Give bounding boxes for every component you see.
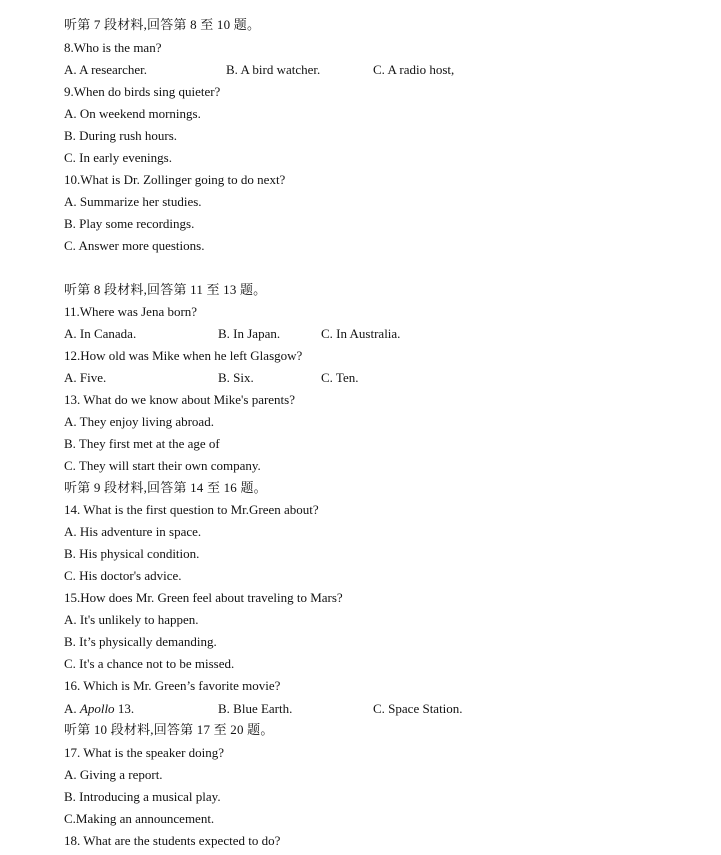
- q16-option-a: [64, 701, 134, 717]
- q14-option-c: C. His doctor's advice.: [64, 568, 182, 583]
- question-12: 12.How old was Mike when he left Glasgow?: [64, 348, 303, 363]
- question-9: 9.When do birds sing quieter?: [64, 84, 221, 99]
- question-16: 16. Which is Mr. Green’s favorite movie?: [64, 678, 281, 693]
- question-11: 11.Where was Jena born?: [64, 304, 198, 319]
- section-heading-10: 听第 10 段材料,回答第 17 至 20 题。: [64, 722, 274, 737]
- q10-option-c: C. Answer more questions.: [64, 238, 205, 253]
- question-14: 14. What is the first question to Mr.Green about?: [64, 502, 319, 517]
- q17-option-b: B. Introducing a musical play.: [64, 789, 221, 804]
- question-17: 17. What is the speaker doing?: [64, 745, 225, 760]
- q13-option-c: C. They will start their own company.: [64, 458, 261, 473]
- q13-option-a: A. They enjoy living abroad.: [64, 414, 214, 429]
- q16-option-a-suffix: 13.: [114, 701, 135, 716]
- q11-option-a: A. In Canada.: [64, 326, 137, 341]
- question-8: 8.Who is the man?: [64, 40, 162, 55]
- q10-option-b: B. Play some recordings.: [64, 216, 195, 231]
- question-10: 10.What is Dr. Zollinger going to do next?: [64, 172, 286, 187]
- q11-option-c: C. In Australia.: [321, 326, 401, 341]
- question-18: 18. What are the students expected to do?: [64, 833, 281, 848]
- q12-option-a: A. Five.: [64, 370, 107, 385]
- q16-option-b: B. Blue Earth.: [218, 701, 293, 716]
- q14-option-a: A. His adventure in space.: [64, 524, 202, 539]
- q12-option-c: C. Ten.: [321, 370, 359, 385]
- q8-option-c: C. A radio host,: [373, 62, 455, 77]
- q8-option-a: A. A researcher.: [64, 62, 148, 77]
- q11-option-b: B. In Japan.: [218, 326, 281, 341]
- q16-option-a-title: Apollo: [79, 701, 115, 716]
- q17-option-c: C.Making an announcement.: [64, 811, 215, 826]
- section-heading-8: 听第 8 段材料,回答第 11 至 13 题。: [64, 282, 267, 297]
- question-15: 15.How does Mr. Green feel about traveling to Mars?: [64, 590, 343, 605]
- q16-option-a-prefix: A.: [64, 701, 80, 716]
- q15-option-a: A. It's unlikely to happen.: [64, 612, 199, 627]
- q12-option-b: B. Six.: [218, 370, 254, 385]
- q9-option-b: B. During rush hours.: [64, 128, 178, 143]
- section-heading-9: 听第 9 段材料,回答第 14 至 16 题。: [64, 480, 267, 495]
- q15-option-c: C. It's a chance not to be missed.: [64, 656, 235, 671]
- q14-option-b: B. His physical condition.: [64, 546, 200, 561]
- q10-option-a: A. Summarize her studies.: [64, 194, 202, 209]
- q9-option-c: C. In early evenings.: [64, 150, 172, 165]
- q9-option-a: A. On weekend mornings.: [64, 106, 201, 121]
- q13-option-b: B. They first met at the age of: [64, 436, 220, 451]
- question-13: 13. What do we know about Mike's parents?: [64, 392, 295, 407]
- q17-option-a: A. Giving a report.: [64, 767, 163, 782]
- q8-option-b: B. A bird watcher.: [226, 62, 321, 77]
- q15-option-b: B. It’s physically demanding.: [64, 634, 217, 649]
- q16-option-c: C. Space Station.: [373, 701, 463, 716]
- section-heading-7: 听第 7 段材料,回答第 8 至 10 题。: [64, 17, 261, 32]
